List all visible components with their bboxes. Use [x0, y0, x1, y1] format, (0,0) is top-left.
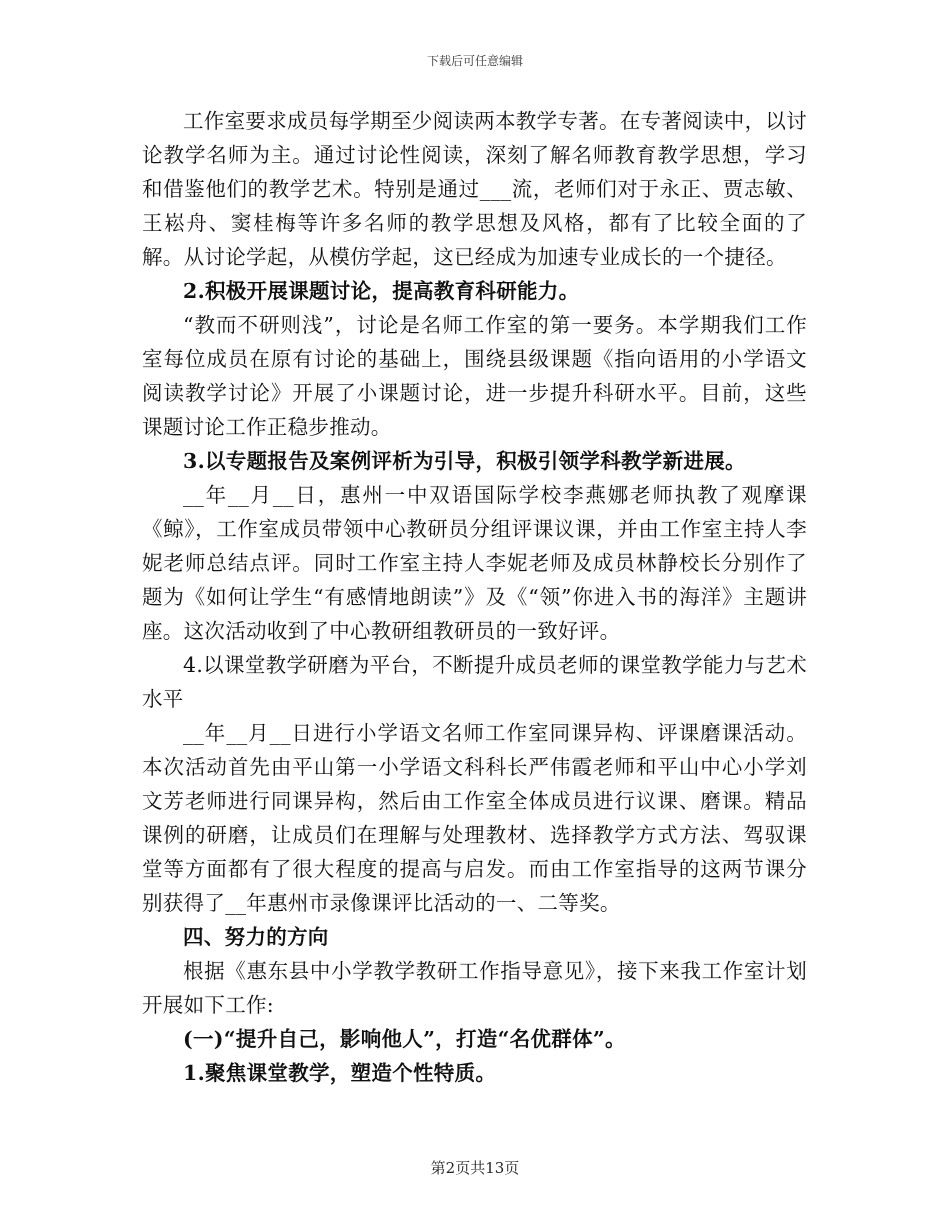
subheading-focus: 1.聚焦课堂教学，塑造个性特质。 — [183, 1061, 497, 1085]
heading-lectures: 3.以专题报告及案例评析为引导，积极引领学科教学新进展。 — [183, 449, 746, 473]
subheading-group: (一)“提升自己，影响他人”，打造“名优群体”。 — [183, 1027, 626, 1051]
paragraph-research: “教而不研则浅”，讨论是名师工作室的第一要务。本学期我们工作室每位成员在原有讨论的基础上，围绕县级课题《指向语用的小学语文阅读教学讨论》开展了小课题讨论，进一步提升科研水平。目前，这些课题讨论工作正稳步推动。 — [142, 313, 807, 439]
paragraph-direction: 根据《惠东县中小学教学教研工作指导意见》，接下来我工作室计划开展如下工作: — [142, 959, 807, 1017]
page-header: 下载后可任意编辑 — [426, 54, 523, 68]
document-body — [142, 104, 807, 1090]
page-number: 第2页共13页 — [430, 1159, 520, 1177]
paragraph-lectures: __年__月__日，惠州一中双语国际学校李燕娜老师执教了观摩课《鲸》，工作室成员带领中心教研员分组评课议课，并由工作室主持人李妮老师总结点评。同时工作室主持人李妮老师及成员林静校长分别作了题为《如何让学生“有感情地朗读”》及《“领”你进入书的海洋》主题讲座。这次活动收到了中心教研组教研员的一致好评。 — [142, 483, 807, 643]
paragraph-reading: 工作室要求成员每学期至少阅读两本教学专著。在专著阅读中，以讨论教学名师为主。通过讨论性阅读，深刻了解名师教育教学思想，学习和借鉴他们的教学艺术。特别是通过___流，老师们对于永正、贾志敏、王崧舟、窦桂梅等许多名师的教学思想及风格，都有了比较全面的了解。从讨论学起，从模仿学起，这已经成为加速专业成长的一个捷径。 — [142, 109, 807, 269]
paragraph-classroom: __年__月__日进行小学语文名师工作室同课异构、评课磨课活动。本次活动首先由平山第一小学语文科科长严伟霞老师和平山中心小学刘文芳老师进行同课异构，然后由工作室全体成员进行议课、磨课。精品课例的研磨，让成员们在理解与处理教材、选择教学方式方法、驾驭课堂等方面都有了很大程度的提高与启发。而由工作室指导的这两节课分别获得了__年惠州市录像课评比活动的一、二等奖。 — [142, 721, 807, 915]
heading-research: 2.积极开展课题讨论，提高教育科研能力。 — [183, 279, 580, 303]
heading-classroom: 4.以课堂教学研磨为平台，不断提升成员老师的课堂教学能力与艺术水平 — [142, 653, 807, 711]
section-heading-direction: 四、努力的方向 — [183, 925, 329, 949]
